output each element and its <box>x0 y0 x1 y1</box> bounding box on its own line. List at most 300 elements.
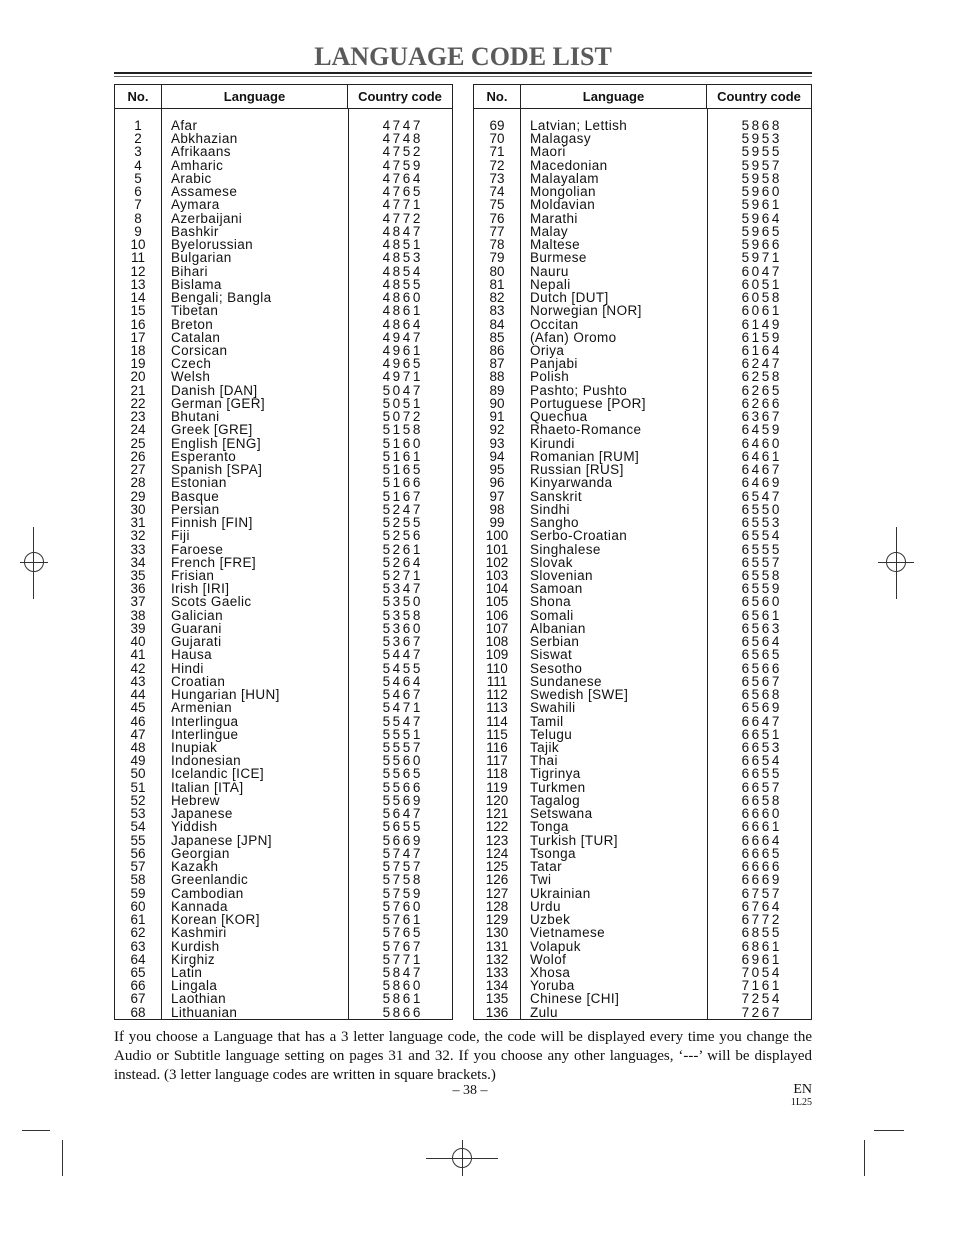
row-country-code: 5760 <box>382 898 423 914</box>
row-language: Japanese [JPN] <box>171 832 272 848</box>
row-number: 82 <box>489 290 505 306</box>
row-language: Tibetan <box>171 303 219 319</box>
row-country-code: 6566 <box>741 660 782 676</box>
row-language: Sesotho <box>530 660 583 676</box>
row-number: 110 <box>486 660 508 676</box>
row-language: Korean [KOR] <box>171 912 260 928</box>
row-number: 131 <box>485 938 509 954</box>
table-row <box>115 278 452 291</box>
table-row <box>115 979 452 992</box>
row-number: 75 <box>489 197 505 213</box>
table-row <box>115 622 452 635</box>
row-language: Uzbek <box>530 912 571 928</box>
table-row <box>474 860 811 873</box>
row-country-code: 6555 <box>741 541 782 557</box>
row-country-code: 6563 <box>741 620 782 636</box>
row-number: 49 <box>130 753 146 769</box>
table-row <box>474 225 811 238</box>
table-row <box>115 913 452 926</box>
row-number: 113 <box>486 700 508 716</box>
table-row <box>474 410 811 423</box>
row-number: 36 <box>130 581 146 597</box>
row-number: 26 <box>130 448 146 464</box>
row-language: Assamese <box>171 184 238 200</box>
table-row <box>474 490 811 503</box>
row-country-code: 5868 <box>741 118 782 133</box>
row-country-code: 6061 <box>741 303 782 319</box>
row-language: Volapuk <box>530 938 581 954</box>
row-number: 119 <box>486 779 508 795</box>
row-language: Somali <box>530 607 574 623</box>
row-language: Slovenian <box>530 567 593 583</box>
row-country-code: 5471 <box>382 700 423 716</box>
row-country-code: 5255 <box>382 515 423 531</box>
row-country-code: 6660 <box>741 806 782 822</box>
row-country-code: 6367 <box>741 409 782 425</box>
row-language: Finnish [FIN] <box>171 515 253 531</box>
table-header <box>115 85 452 109</box>
row-country-code: 5447 <box>382 647 423 663</box>
row-language: Yoruba <box>530 978 575 994</box>
row-language: Bulgarian <box>171 250 232 266</box>
row-country-code: 6757 <box>741 885 782 901</box>
table-row <box>474 635 811 648</box>
table-row <box>115 688 452 701</box>
table-row <box>474 503 811 516</box>
row-country-code: 4772 <box>382 210 423 226</box>
row-language: Nepali <box>530 276 571 292</box>
row-number: 39 <box>130 620 146 636</box>
row-number: 101 <box>485 541 509 557</box>
row-number: 60 <box>130 898 146 914</box>
row-country-code: 6861 <box>741 938 782 954</box>
table-row <box>474 344 811 357</box>
row-number: 4 <box>134 157 142 173</box>
row-language: Tagalog <box>530 792 581 808</box>
table-row <box>115 198 452 211</box>
row-number: 19 <box>130 356 146 372</box>
row-language: Yiddish <box>171 819 218 835</box>
row-language: Mongolian <box>530 184 596 200</box>
row-country-code: 6469 <box>741 475 782 491</box>
row-country-code: 4851 <box>382 237 423 253</box>
row-number: 69 <box>489 118 505 133</box>
row-language: Portuguese [POR] <box>530 395 646 411</box>
row-number: 83 <box>489 303 505 319</box>
row-language: Marathi <box>530 210 578 226</box>
row-country-code: 6961 <box>741 951 782 967</box>
row-country-code: 4847 <box>382 223 423 239</box>
row-number: 105 <box>485 594 509 610</box>
table-row <box>115 397 452 410</box>
row-country-code: 4860 <box>382 290 423 306</box>
row-country-code: 5158 <box>382 422 423 438</box>
table-row <box>474 767 811 780</box>
row-country-code: 5569 <box>382 792 423 808</box>
row-number: 58 <box>130 872 146 888</box>
row-language: Albanian <box>530 620 586 636</box>
row-number: 114 <box>486 713 508 729</box>
table-row <box>115 357 452 370</box>
row-number: 79 <box>489 250 505 266</box>
row-language: Indonesian <box>171 753 242 769</box>
row-language: Interlingua <box>171 713 239 729</box>
row-language: Wolof <box>530 951 567 967</box>
row-number: 85 <box>489 329 505 345</box>
row-number: 51 <box>130 779 146 795</box>
table-row <box>474 516 811 529</box>
row-country-code: 5566 <box>382 779 423 795</box>
title-rule-thin <box>114 76 812 77</box>
row-country-code: 4765 <box>382 184 423 200</box>
row-language: Amharic <box>171 157 224 173</box>
table-row <box>474 834 811 847</box>
table-row <box>115 410 452 423</box>
row-language: Thai <box>530 753 558 769</box>
row-country-code: 4855 <box>382 276 423 292</box>
row-language: Latvian; Lettish <box>530 118 628 133</box>
table-row <box>115 767 452 780</box>
row-country-code: 5560 <box>382 753 423 769</box>
table-row <box>474 609 811 622</box>
table-row <box>115 318 452 331</box>
row-country-code: 5965 <box>741 223 782 239</box>
row-language: Tonga <box>530 819 569 835</box>
row-number: 29 <box>130 488 146 504</box>
row-country-code: 4752 <box>382 144 423 160</box>
row-language: Turkish [TUR] <box>530 832 618 848</box>
header-country-code: Country code <box>358 89 442 104</box>
table-row <box>115 715 452 728</box>
table-row <box>474 820 811 833</box>
table-row <box>474 979 811 992</box>
row-number: 56 <box>130 845 146 861</box>
row-language: Latin <box>171 965 203 980</box>
table-row <box>115 834 452 847</box>
row-language: Galician <box>171 607 223 623</box>
row-country-code: 6051 <box>741 276 782 292</box>
row-number: 27 <box>130 462 146 478</box>
table-row <box>115 860 452 873</box>
table-row <box>474 198 811 211</box>
row-country-code: 5455 <box>382 660 423 676</box>
row-number: 98 <box>489 501 505 517</box>
language-table-right <box>473 84 812 1020</box>
row-language: French [FRE] <box>171 554 257 570</box>
row-language: Corsican <box>171 342 228 358</box>
row-country-code: 6657 <box>741 779 782 795</box>
language-label: EN <box>793 1082 812 1097</box>
row-language: Singhalese <box>530 541 601 557</box>
row-country-code: 5467 <box>382 687 423 703</box>
row-number: 63 <box>130 938 146 954</box>
row-number: 20 <box>130 369 146 385</box>
row-number: 132 <box>485 951 509 967</box>
row-number: 15 <box>130 303 146 319</box>
table-row <box>474 887 811 900</box>
row-language: English [ENG] <box>171 435 261 451</box>
row-language: Xhosa <box>530 965 571 980</box>
row-language: Setswana <box>530 806 593 822</box>
row-language: Hindi <box>171 660 204 676</box>
row-language: Tigrinya <box>530 766 581 782</box>
row-country-code: 5350 <box>382 594 423 610</box>
row-country-code: 4961 <box>382 342 423 358</box>
row-language: Italian [ITA] <box>171 779 244 795</box>
row-country-code: 5261 <box>382 541 423 557</box>
header-no: No. <box>127 89 149 104</box>
row-number: 72 <box>489 157 505 173</box>
table-row <box>115 595 452 608</box>
crop-mark <box>62 1140 63 1176</box>
row-country-code: 7267 <box>741 1004 782 1020</box>
row-language: Japanese <box>171 806 233 822</box>
row-language: Bihari <box>171 263 208 279</box>
row-language: Romanian [RUM] <box>530 448 640 464</box>
row-number: 2 <box>134 131 142 147</box>
row-language: Rhaeto-Romance <box>530 422 642 438</box>
header-language: Language <box>520 85 707 108</box>
row-language: Maltese <box>530 237 581 253</box>
row-language: Tsonga <box>530 845 576 861</box>
row-number: 115 <box>486 726 508 742</box>
table-row <box>115 423 452 436</box>
row-country-code: 5160 <box>382 435 423 451</box>
row-language: Basque <box>171 488 220 504</box>
row-country-code: 6647 <box>741 713 782 729</box>
row-number: 133 <box>485 965 509 980</box>
row-country-code: 6164 <box>741 342 782 358</box>
row-language: Tamil <box>530 713 564 729</box>
row-country-code: 5647 <box>382 806 423 822</box>
row-language: Armenian <box>171 700 232 716</box>
row-number: 91 <box>489 409 505 425</box>
row-country-code: 6554 <box>741 528 782 544</box>
row-number: 94 <box>489 448 505 464</box>
row-country-code: 5072 <box>382 409 423 425</box>
table-row <box>115 437 452 450</box>
title-rule <box>114 72 812 74</box>
row-number: 78 <box>489 237 505 253</box>
table-row <box>115 992 452 1005</box>
table-row <box>115 847 452 860</box>
row-number: 134 <box>485 978 509 994</box>
row-language: Oriya <box>530 342 565 358</box>
row-country-code: 5358 <box>382 607 423 623</box>
row-language: Vietnamese <box>530 925 606 941</box>
crop-mark <box>864 1140 865 1176</box>
row-number: 65 <box>130 965 146 980</box>
row-number: 1 <box>134 118 142 133</box>
table-rows <box>474 119 811 1019</box>
row-number: 50 <box>130 766 146 782</box>
row-country-code: 4864 <box>382 316 423 332</box>
row-country-code: 4748 <box>382 131 423 147</box>
row-number: 16 <box>130 316 146 332</box>
row-language: Frisian <box>171 567 215 583</box>
row-country-code: 5547 <box>382 713 423 729</box>
table-row <box>474 807 811 820</box>
footnote: If you choose a Language that has a 3 letter language code, the code will be displayed every time you change the Audio or Subtitle language setting on pages 31 and 32. If you choose any other languages, ‘---’ will be displayed instead. (3 letter language codes are written in square brackets.) <box>114 1029 812 1083</box>
row-country-code: 4947 <box>382 329 423 345</box>
row-language: Sangho <box>530 515 579 531</box>
row-number: 128 <box>485 898 509 914</box>
row-number: 111 <box>486 673 508 689</box>
row-country-code: 6655 <box>741 766 782 782</box>
row-language: Urdu <box>530 898 561 914</box>
table-row <box>474 397 811 410</box>
row-number: 31 <box>130 515 146 531</box>
table-row <box>474 132 811 145</box>
row-country-code: 6547 <box>741 488 782 504</box>
crop-mark <box>22 1130 50 1131</box>
table-row <box>115 185 452 198</box>
table-header <box>474 85 811 109</box>
registration-mark-bottom-v <box>462 1140 463 1176</box>
row-number: 87 <box>489 356 505 372</box>
row-number: 35 <box>130 567 146 583</box>
row-country-code: 5557 <box>382 740 423 756</box>
table-row <box>115 1006 452 1019</box>
table-row <box>115 529 452 542</box>
row-language: Zulu <box>530 1004 558 1020</box>
row-country-code: 5655 <box>382 819 423 835</box>
row-country-code: 5047 <box>382 382 423 398</box>
row-language: Kannada <box>171 898 228 914</box>
table-row <box>115 476 452 489</box>
row-language: Aymara <box>171 197 220 213</box>
row-language: Inupiak <box>171 740 218 756</box>
row-language: Serbo-Croatian <box>530 528 628 544</box>
row-country-code: 6558 <box>741 567 782 583</box>
table-row <box>115 781 452 794</box>
table-row <box>115 265 452 278</box>
row-number: 106 <box>485 607 509 623</box>
registration-mark-left-h <box>20 562 48 563</box>
row-number: 76 <box>489 210 505 226</box>
row-language: Maori <box>530 144 566 160</box>
row-number: 54 <box>130 819 146 835</box>
row-language: Gujarati <box>171 634 222 650</box>
crop-mark <box>874 1130 904 1131</box>
row-country-code: 6653 <box>741 740 782 756</box>
row-number: 38 <box>130 607 146 623</box>
row-number: 7 <box>134 197 142 213</box>
row-language: Afar <box>171 118 198 133</box>
row-country-code: 6559 <box>741 581 782 597</box>
row-number: 96 <box>489 475 505 491</box>
table-row <box>474 357 811 370</box>
row-country-code: 6047 <box>741 263 782 279</box>
row-country-code: 6664 <box>741 832 782 848</box>
row-language: Interlingue <box>171 726 239 742</box>
table-row <box>474 675 811 688</box>
row-country-code: 6265 <box>741 382 782 398</box>
row-number: 88 <box>489 369 505 385</box>
row-number: 57 <box>130 859 146 875</box>
table-row <box>115 569 452 582</box>
row-country-code: 4764 <box>382 170 423 186</box>
row-country-code: 5051 <box>382 395 423 411</box>
row-language: Nauru <box>530 263 569 279</box>
table-row <box>115 741 452 754</box>
row-number: 71 <box>489 144 505 160</box>
row-country-code: 5953 <box>741 131 782 147</box>
table-row <box>474 662 811 675</box>
registration-mark-right-v <box>896 527 897 599</box>
table-row <box>474 873 811 886</box>
table-row <box>474 900 811 913</box>
page-title: LANGUAGE CODE LIST <box>314 42 612 71</box>
table-row <box>115 820 452 833</box>
row-number: 103 <box>485 567 509 583</box>
table-row <box>474 172 811 185</box>
table-row <box>115 794 452 807</box>
row-number: 9 <box>134 223 142 239</box>
table-row <box>474 185 811 198</box>
row-language: Slovak <box>530 554 573 570</box>
table-row <box>115 159 452 172</box>
row-country-code: 7054 <box>741 965 782 980</box>
row-country-code: 5757 <box>382 859 423 875</box>
header-language: Language <box>161 85 348 108</box>
row-country-code: 6665 <box>741 845 782 861</box>
row-country-code: 5464 <box>382 673 423 689</box>
table-row <box>474 569 811 582</box>
row-number: 100 <box>485 528 509 544</box>
table-row <box>474 940 811 953</box>
row-country-code: 5958 <box>741 170 782 186</box>
row-number: 84 <box>489 316 505 332</box>
header-no: No. <box>486 89 508 104</box>
row-country-code: 6666 <box>741 859 782 875</box>
row-country-code: 6568 <box>741 687 782 703</box>
table-row <box>115 331 452 344</box>
row-number: 53 <box>130 806 146 822</box>
table-row <box>474 437 811 450</box>
row-country-code: 6149 <box>741 316 782 332</box>
table-row <box>474 476 811 489</box>
row-number: 28 <box>130 475 146 491</box>
row-number: 66 <box>130 978 146 994</box>
table-row <box>474 423 811 436</box>
row-country-code: 5860 <box>382 978 423 994</box>
row-country-code: 5957 <box>741 157 782 173</box>
row-country-code: 5264 <box>382 554 423 570</box>
table-row <box>474 278 811 291</box>
row-number: 14 <box>130 290 146 306</box>
row-number: 5 <box>134 170 142 186</box>
table-row <box>115 900 452 913</box>
table-row <box>474 701 811 714</box>
row-country-code: 6461 <box>741 448 782 464</box>
row-country-code: 4771 <box>382 197 423 213</box>
table-row <box>474 953 811 966</box>
row-number: 59 <box>130 885 146 901</box>
table-row <box>474 1006 811 1019</box>
row-number: 102 <box>485 554 509 570</box>
row-number: 64 <box>130 951 146 967</box>
table-row <box>115 701 452 714</box>
table-row <box>474 529 811 542</box>
row-language: Occitan <box>530 316 579 332</box>
row-country-code: 6654 <box>741 753 782 769</box>
table-row <box>115 212 452 225</box>
table-row <box>474 238 811 251</box>
table-row <box>474 370 811 383</box>
row-country-code: 5861 <box>382 991 423 1007</box>
row-language: Malagasy <box>530 131 591 147</box>
